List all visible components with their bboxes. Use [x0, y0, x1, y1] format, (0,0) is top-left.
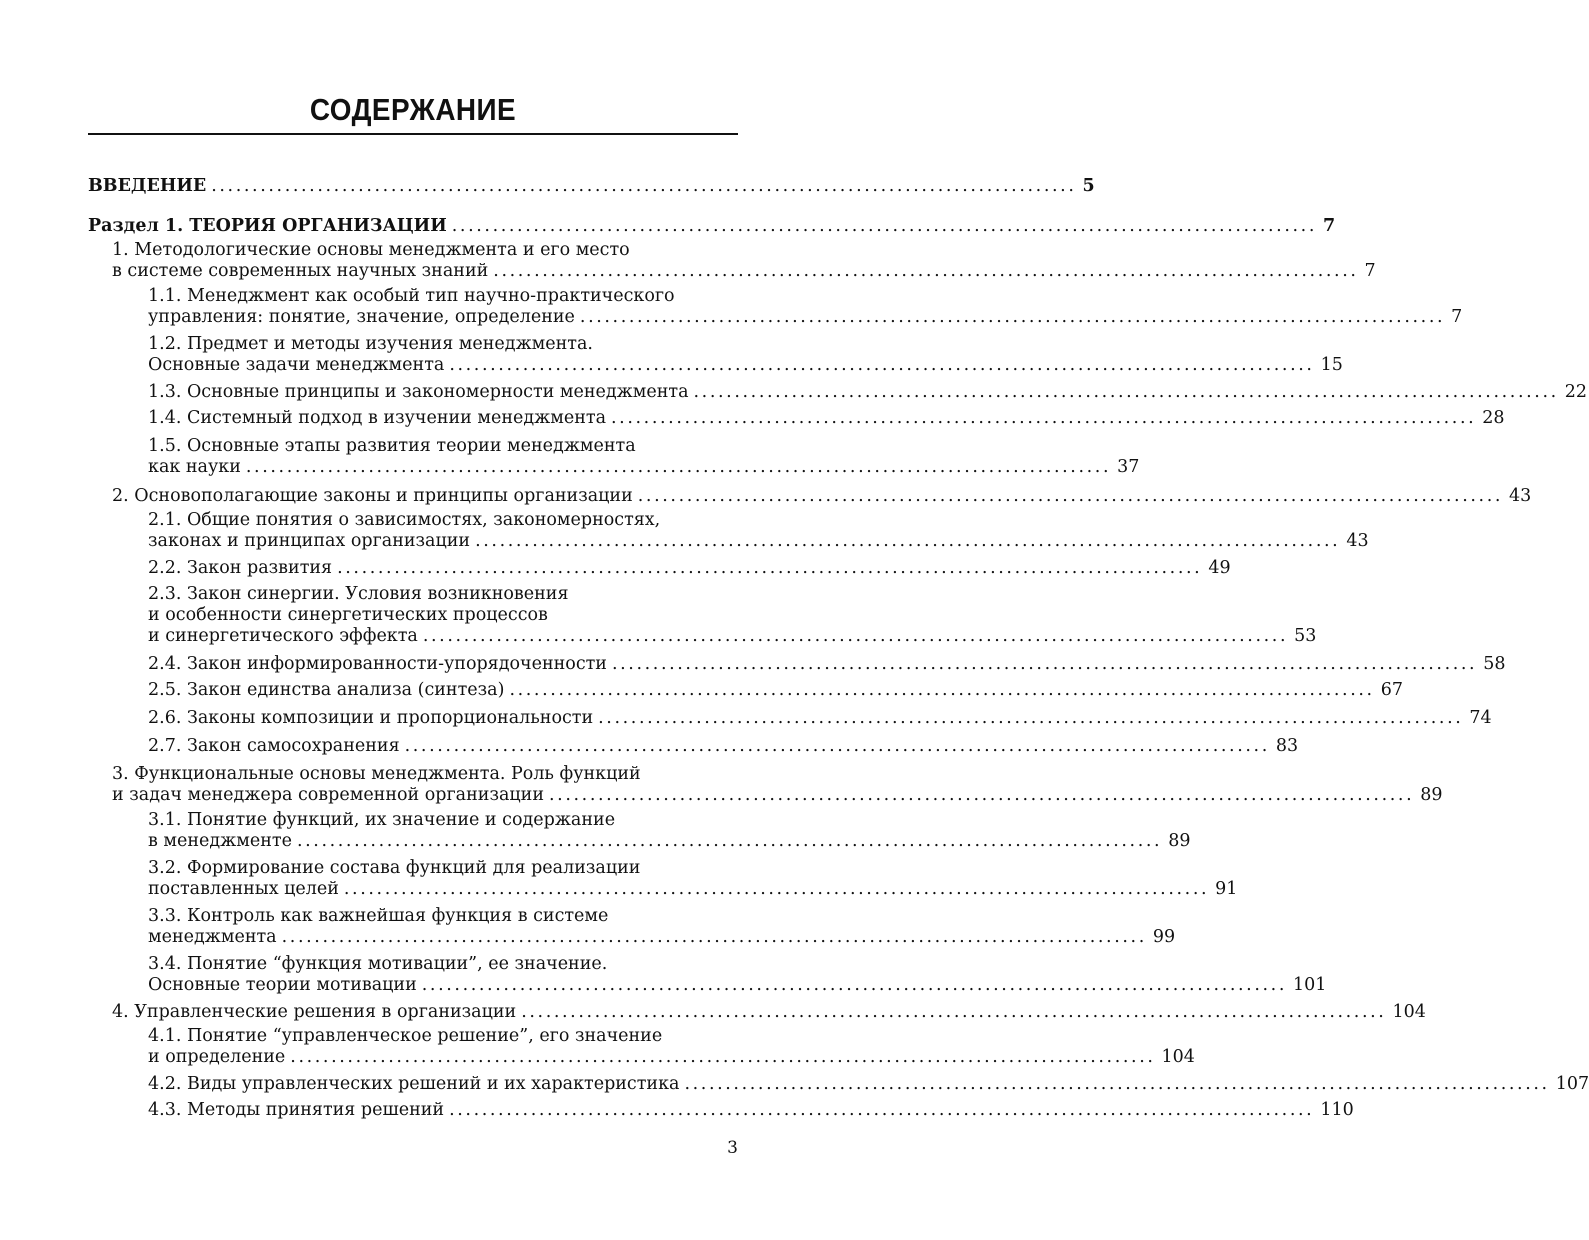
toc-page-number: 101 [1293, 975, 1327, 995]
toc-entry-1-2[interactable] [88, 334, 1343, 376]
toc-page-number: 67 [1380, 680, 1403, 700]
toc-entry-title-line: поставленных целей [148, 879, 339, 899]
toc-entry-chapter-2[interactable] [88, 486, 1532, 507]
toc-entry-title-line: 1. Методологические основы менеджмента и его место [112, 240, 630, 260]
toc-entry-title-line: 3.4. Понятие “функция мотивации”, ее значение. [148, 954, 608, 974]
toc-entry-title-line: 3.2. Формирование состава функций для реализации [148, 858, 641, 878]
toc-entry-title-line: и особенности синергетических процессов [148, 605, 548, 625]
dot-leader: .......................................................................................................... [475, 531, 1341, 551]
toc-entry-3-2[interactable] [88, 858, 1238, 900]
dot-leader: .......................................................................................................... [598, 708, 1464, 728]
toc-page-number: 89 [1420, 785, 1443, 805]
dot-leader: .......................................................................................................... [611, 408, 1477, 428]
dot-leader: .......................................................................................................... [449, 1100, 1315, 1120]
toc-entry-2-4[interactable] [88, 654, 1506, 675]
toc-entry-title-line: 1.2. Предмет и методы изучения менеджмента. [148, 334, 593, 354]
toc-entry-title-line: 4.1. Понятие “управленческое решение”, его значение [148, 1026, 663, 1046]
toc-page-number: 74 [1469, 708, 1492, 728]
dot-leader: .......................................................................................................... [422, 626, 1289, 646]
toc-entry-title: 2.5. Закон единства анализа (синтеза) [148, 680, 505, 700]
toc-page-number: 15 [1320, 355, 1343, 375]
dot-leader: .......................................................................................................... [521, 1002, 1387, 1022]
toc-entry-1-1[interactable] [88, 286, 1463, 328]
toc-entry-title: 2.4. Закон информированности-упорядоченности [148, 654, 607, 674]
dot-leader: .......................................................................................................... [245, 457, 1112, 477]
toc-page-number: 83 [1275, 736, 1299, 756]
toc-entry-3-1[interactable] [88, 810, 1191, 852]
dot-leader: .......................................................................................................... [579, 307, 1446, 327]
toc-entry-title: 2.2. Закон развития [148, 558, 333, 578]
toc-entry-2-3[interactable] [88, 584, 1317, 647]
toc-entry-title: 2. Основополагающие законы и принципы организации [112, 486, 633, 506]
dot-leader: .......................................................................................................... [637, 486, 1504, 506]
dot-leader: .......................................................................................................... [693, 382, 1559, 402]
toc-entry-2-2[interactable] [88, 558, 1231, 579]
toc-entry-1-5[interactable] [88, 436, 1140, 478]
toc-entry-title-line: 3.1. Понятие функций, их значение и содержание [148, 810, 616, 830]
dot-leader: .......................................................................................................... [343, 879, 1210, 899]
dot-leader: .......................................................................................................... [611, 654, 1478, 674]
toc-entry-title-line: в менеджменте [148, 831, 292, 851]
dot-leader: .......................................................................................................... [684, 1074, 1550, 1094]
toc-entry-title-line: 2.3. Закон синергии. Условия возникновения [148, 584, 569, 604]
dot-leader: .......................................................................................................... [493, 261, 1359, 281]
toc-page-number: 53 [1294, 626, 1317, 646]
toc-page-number: 107 [1555, 1074, 1589, 1094]
toc-entry-2-6[interactable] [88, 708, 1492, 729]
toc-page-number: 91 [1215, 879, 1238, 899]
toc-page-number: 99 [1152, 927, 1176, 947]
toc-entry-4-1[interactable] [88, 1026, 1195, 1068]
dot-leader: .......................................................................................................... [404, 736, 1270, 756]
toc-page-number: 22 [1564, 382, 1588, 402]
toc-entry-title-line: 1.5. Основные этапы развития теории менеджмента [148, 436, 636, 456]
toc-entry-title: ВВЕДЕНИЕ [88, 176, 207, 196]
dot-leader: .......................................................................................................... [421, 975, 1287, 995]
toc-page-number: 28 [1482, 408, 1505, 428]
toc-entry-title-line: 3. Функциональные основы менеджмента. Роль функций [112, 764, 641, 784]
toc-entry-3-3[interactable] [88, 906, 1176, 948]
toc-entry-title-line: законах и принципах организации [148, 531, 471, 551]
toc-page-number: 37 [1117, 457, 1140, 477]
dot-leader: .......................................................................................................... [296, 831, 1163, 851]
toc-entry-4-3[interactable] [88, 1100, 1354, 1121]
toc-entry-chapter-3[interactable] [88, 764, 1443, 806]
toc-page-number: 104 [1161, 1047, 1195, 1067]
dot-leader: .......................................................................................................... [211, 176, 1077, 196]
toc-entry-title-line: и задач менеджера современной организации [112, 785, 544, 805]
toc-page-number: 104 [1392, 1002, 1426, 1022]
toc-entry-chapter-1[interactable] [88, 240, 1376, 282]
toc-entry-4-2[interactable] [88, 1074, 1589, 1095]
toc-page-number: 7 [1323, 216, 1336, 236]
toc-page-number: 49 [1208, 558, 1231, 578]
toc-entry-title-line: управления: понятие, значение, определение [148, 307, 575, 327]
dot-leader: .......................................................................................................... [509, 680, 1375, 700]
toc-entry-title: 4.2. Виды управленческих решений и их характеристика [148, 1074, 680, 1094]
toc-entry-title: 1.4. Системный подход в изучении менеджмента [148, 408, 607, 428]
page-number: 3 [727, 1138, 738, 1158]
dot-leader: .......................................................................................................... [290, 1047, 1156, 1067]
toc-page-number: 43 [1509, 486, 1532, 506]
toc-entry-1-3[interactable] [88, 382, 1588, 403]
toc-entry-title: 4.3. Методы принятия решений [148, 1100, 445, 1120]
toc-entry-chapter-4[interactable] [88, 1002, 1426, 1023]
toc-entry-title-line: в системе современных научных знаний [112, 261, 489, 281]
toc-page-number: 7 [1364, 261, 1376, 281]
toc-entry-1-4[interactable] [88, 408, 1505, 429]
dot-leader: .......................................................................................................... [337, 558, 1203, 578]
toc-page-number: 5 [1082, 176, 1095, 196]
toc-entry-title-line: 1.1. Менеджмент как особый тип научно-практического [148, 286, 675, 306]
toc-entry-introduction[interactable] [88, 176, 1095, 197]
dot-leader: .......................................................................................................... [449, 355, 1315, 375]
toc-entry-title: Раздел 1. ТЕОРИЯ ОРГАНИЗАЦИИ [88, 216, 447, 236]
toc-page-number: 7 [1451, 307, 1463, 327]
toc-entry-2-1[interactable] [88, 510, 1369, 552]
page-title: СОДЕРЖАНИЕ [309, 92, 517, 127]
dot-leader: .......................................................................................................... [281, 927, 1147, 947]
toc-entry-title-line: Основные задачи менеджмента [148, 355, 445, 375]
dot-leader: .......................................................................................................... [451, 216, 1317, 236]
toc-entry-section-1[interactable] [88, 216, 1336, 237]
toc-entry-title-line: как науки [148, 457, 241, 477]
toc-page-number: 58 [1483, 654, 1506, 674]
toc-entry-3-4[interactable] [88, 954, 1327, 996]
toc-entry-title: 4. Управленческие решения в организации [112, 1002, 517, 1022]
dot-leader: .......................................................................................................... [549, 785, 1415, 805]
toc-entry-title-line: менеджмента [148, 927, 277, 947]
toc-page-number: 110 [1320, 1100, 1354, 1120]
toc-entry-title: 2.6. Законы композиции и пропорциональности [148, 708, 594, 728]
toc-page-number: 89 [1168, 831, 1191, 851]
toc-page-number: 43 [1346, 531, 1369, 551]
toc-entry-title-line: 3.3. Контроль как важнейшая функция в системе [148, 906, 609, 926]
toc-entry-2-5[interactable] [88, 680, 1403, 701]
toc-entry-title-line: и синергетического эффекта [148, 626, 418, 646]
toc-entry-title-line: 2.1. Общие понятия о зависимостях, закономерностях, [148, 510, 661, 530]
toc-entry-title-line: Основные теории мотивации [148, 975, 417, 995]
toc-entry-title-line: и определение [148, 1047, 286, 1067]
toc-entry-2-7[interactable] [88, 736, 1299, 757]
title-rule [88, 133, 738, 135]
toc-entry-title: 1.3. Основные принципы и закономерности менеджмента [148, 382, 689, 402]
toc-entry-title: 2.7. Закон самосохранения [148, 736, 400, 756]
